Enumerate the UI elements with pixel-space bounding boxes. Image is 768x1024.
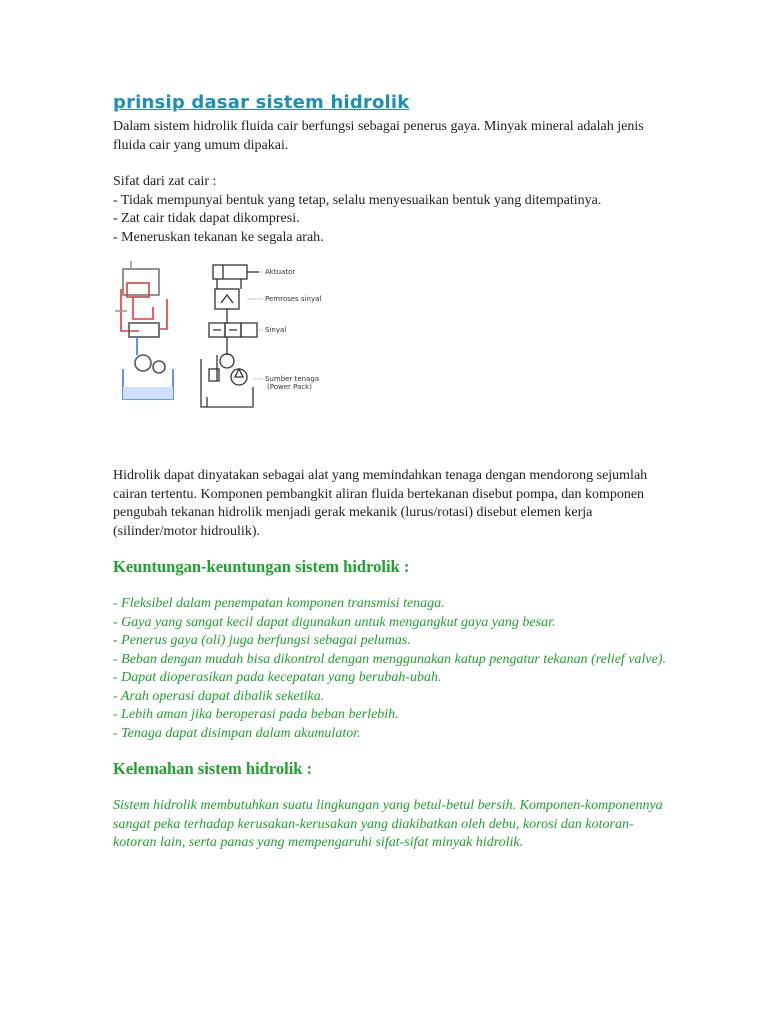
hydraulic-schematic-left [115, 261, 173, 399]
keuntungan-heading: Keuntungan-keuntungan sistem hidrolik : [113, 557, 410, 576]
label-sumber-tenaga: Sumber tenaga [265, 375, 320, 383]
hydraulic-diagram-image [113, 259, 363, 419]
label-aktuator: Aktuator [265, 268, 296, 276]
document [113, 92, 673, 853]
kelemahan-paragraph: Sistem hidrolik membutuhkan suatu lingkungan yang betul-betul bersih. Komponen-komponennya sangat peka terhadap kerusakan-kerusakan yang diakibatkan oleh debu, korosi dan kotoran-kotoran lain, serta panas yang mempengaruhi sifat-sifat minyak hidrolik. [113, 798, 663, 850]
figure-labels [265, 268, 321, 391]
figure-leaders [247, 272, 263, 379]
keuntungan-item: - Dapat dioperasikan pada kecepatan yang berubah-ubah. [113, 670, 442, 685]
sifat-item: - Meneruskan tekanan ke segala arah. [113, 229, 324, 245]
keuntungan-item: - Tenaga dapat disimpan dalam akumulator. [113, 725, 361, 741]
keuntungan-item: - Fleksibel dalam penempatan komponen transmisi tenaga. [113, 596, 445, 611]
hydraulic-schematic-right [201, 265, 259, 407]
kelemahan-heading: Kelemahan sistem hidrolik : [113, 759, 313, 778]
keuntungan-item: - Lebih aman jika beroperasi pada beban berlebih. [113, 707, 399, 722]
intro-paragraph: Dalam sistem hidrolik fluida cair berfungsi sebagai penerus gaya. Minyak mineral adalah jenis fluida cair yang umum dipakai. [113, 119, 644, 153]
keuntungan-item: - Gaya yang sangat kecil dapat digunakan untuk mengangkut gaya yang besar. [113, 614, 556, 630]
sifat-heading: Sifat dari zat cair : [113, 174, 217, 189]
label-sinyal: Sinyal [265, 326, 287, 334]
label-pemroses-sinyal: Pemroses sinyal [265, 295, 322, 303]
sifat-item: - Zat cair tidak dapat dikompresi. [113, 211, 300, 226]
keuntungan-item: - Arah operasi dapat dibalik seketika. [113, 688, 325, 704]
label-power-pack: (Power Pack) [267, 383, 312, 391]
page-title[interactable]: prinsip dasar sistem hidrolik [113, 92, 410, 113]
keuntungan-item: - Beban dengan mudah bisa dikontrol dengan menggunakan katup pengatur tekanan (relief valve). [113, 651, 667, 667]
sifat-item: - Tidak mempunyai bentuk yang tetap, selalu menyesuaikan bentuk yang ditempatinya. [113, 192, 602, 208]
keuntungan-item: - Penerus gaya (oli) juga berfungsi sebagai pelumas. [113, 633, 411, 648]
definition-paragraph: Hidrolik dapat dinyatakan sebagai alat yang memindahkan tenaga dengan mendorong sejumlah cairan tertentu. Komponen pembangkit aliran fluida bertekanan disebut pompa, dan komponen pengubah tekanan hidrolik menjadi gerak mekanik (lurus/rotasi) disebut elemen kerja (silinder/motor hidroulik). [113, 468, 648, 539]
